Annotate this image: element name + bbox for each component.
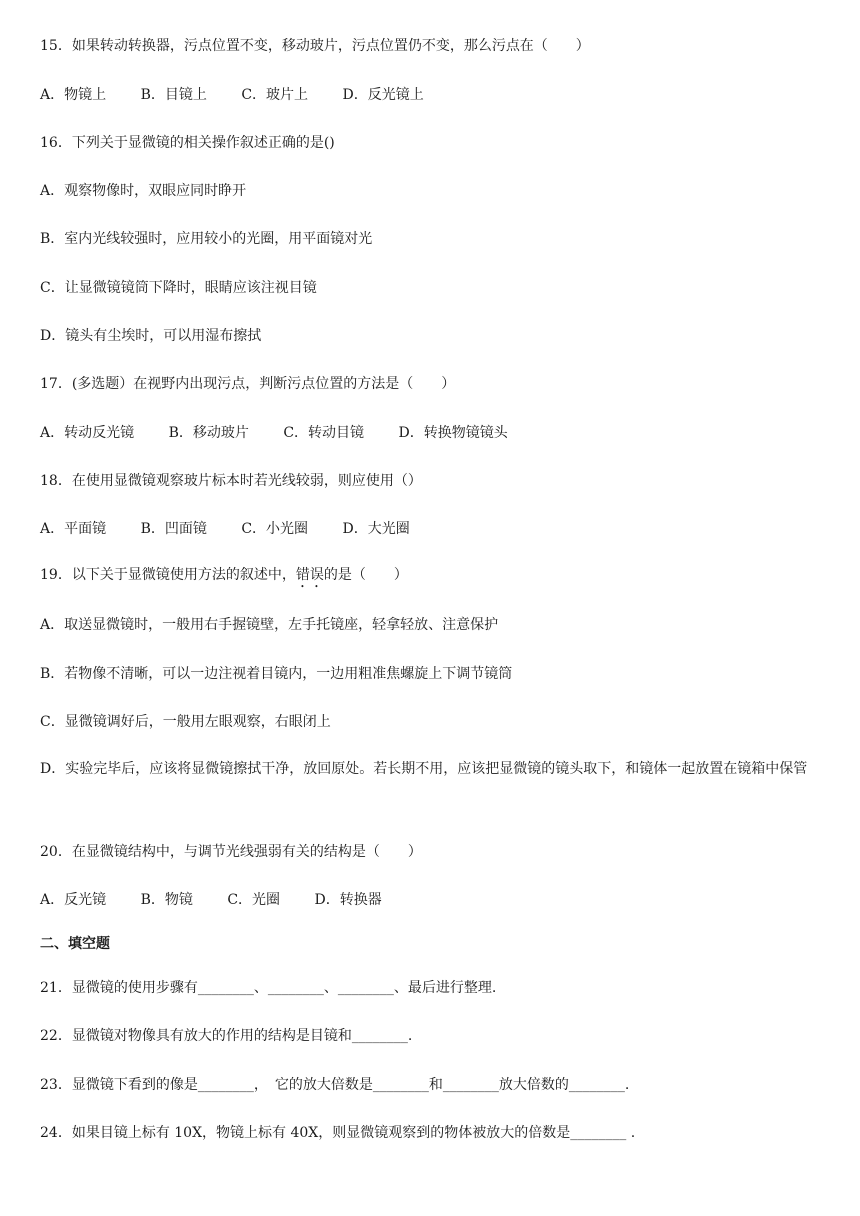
question-20-options (40, 890, 830, 910)
question-19-option-d: D．实验完毕后，应该将显微镜擦拭干净，放回原处。若长期不用，应该把显微镜的镜头取下，和镜体一起放置在镜箱中保管 (40, 761, 808, 777)
question-19-stem (40, 565, 830, 591)
question-17-stem: 17．(多选题）在视野内出现污点，判断污点位置的方法是（ ） (40, 376, 456, 392)
option-d: D．反光镜上 (342, 87, 424, 103)
question-16-option-b: B．室内光线较强时，应用较小的光圈，用平面镜对光 (40, 231, 373, 247)
stem-part: 19．以下关于显微镜使用方法的叙述中， (40, 567, 296, 583)
option-b: B．目镜上 (140, 87, 207, 103)
question-16-option-c: C．让显微镜镜筒下降时，眼睛应该注视目镜 (40, 280, 317, 296)
option-c: C．小光圈 (241, 521, 309, 537)
section-title: 二、填空题 (40, 936, 110, 952)
question-19-option-b: B．若物像不清晰，可以一边注视着目镜内，一边用粗准焦螺旋上下调节镜筒 (40, 666, 513, 682)
question-23: 23．显微镜下看到的像是________， 它的放大倍数是________和________放大倍数的________. (40, 1077, 630, 1093)
option-c: C．玻片上 (241, 87, 309, 103)
option-c: C．光圈 (227, 892, 281, 908)
question-19-option-a: A．取送显微镜时，一般用右手握镜壁，左手托镜座，轻拿轻放、注意保护 (40, 617, 499, 633)
stem-part: 的是（ ） (323, 567, 408, 583)
option-b: B．移动玻片 (168, 425, 249, 441)
option-d: D．大光圈 (342, 521, 410, 537)
emphasized-word: 错误 (295, 567, 324, 583)
option-b: B．物镜 (140, 892, 193, 908)
option-d: D．转换器 (314, 892, 382, 908)
option-d: D．转换物镜镜头 (398, 425, 508, 441)
question-15-options (40, 85, 830, 105)
question-15-stem: 15．如果转动转换器，污点位置不变，移动玻片，污点位置仍不变，那么污点在（ ） (40, 38, 590, 54)
question-21: 21．显微镜的使用步骤有________、________、________、最后进行整理. (40, 980, 497, 996)
option-a: A．平面镜 (40, 521, 107, 537)
question-19-option-c: C．显微镜调好后，一般用左眼观察，右眼闭上 (40, 714, 331, 730)
question-18-stem: 18．在使用显微镜观察玻片标本时若光线较弱，则应使用（） (40, 473, 422, 489)
question-16-option-d: D．镜头有尘埃时，可以用湿布擦拭 (40, 328, 262, 344)
option-a: A．物镜上 (40, 87, 107, 103)
question-18-options (40, 519, 830, 539)
option-c: C．转动目镜 (283, 425, 365, 441)
question-20-stem: 20．在显微镜结构中，与调节光线强弱有关的结构是（ ） (40, 844, 422, 860)
question-17-options (40, 423, 830, 443)
option-b: B．凹面镜 (140, 521, 207, 537)
question-16-option-a: A．观察物像时，双眼应同时睁开 (40, 183, 247, 199)
question-22: 22．显微镜对物像具有放大的作用的结构是目镜和________. (40, 1028, 413, 1044)
option-a: A．反光镜 (40, 892, 107, 908)
question-24: 24．如果目镜上标有 10X，物镜上标有 40X，则显微镜观察到的物体被放大的倍数是________ . (40, 1125, 636, 1141)
question-16-stem: 16．下列关于显微镜的相关操作叙述正确的是() (40, 135, 335, 151)
option-a: A．转动反光镜 (40, 425, 135, 441)
